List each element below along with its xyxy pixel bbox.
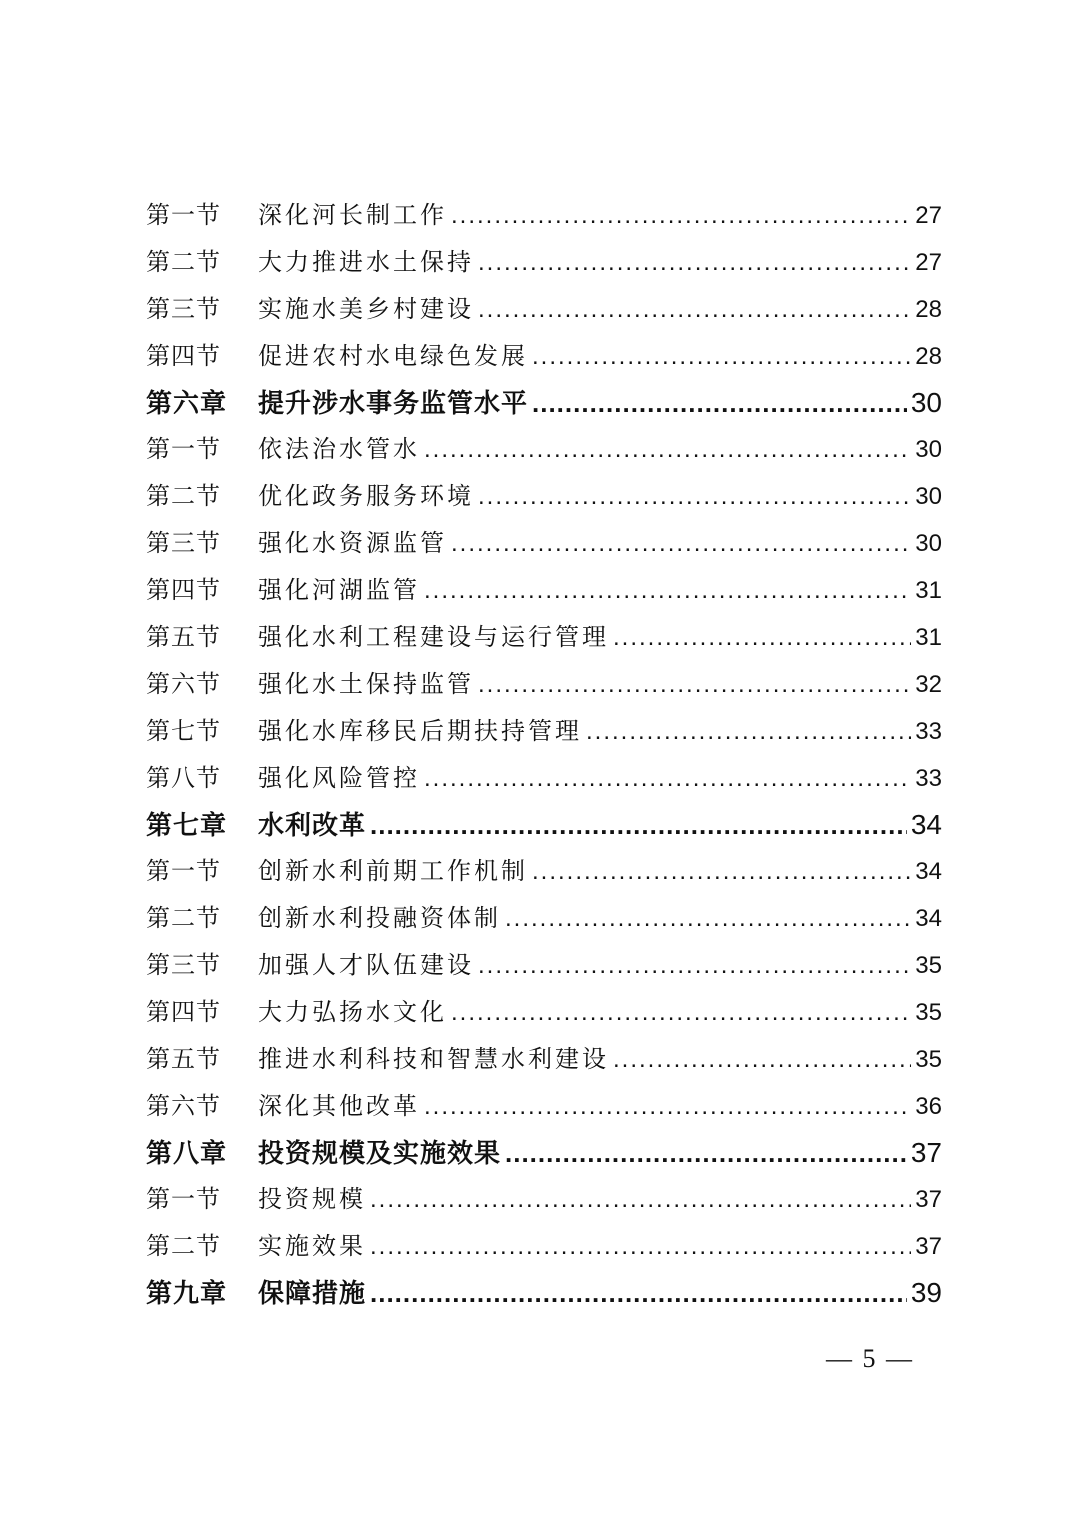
toc-entry-title: 强化风险管控	[258, 764, 420, 792]
toc-entry-title: 强化河湖监管	[258, 576, 420, 604]
toc-entry-title: 大力弘扬水文化	[258, 998, 447, 1026]
toc-dot-leader	[451, 989, 911, 1036]
toc-entry-page: 35	[915, 952, 942, 979]
toc-entry[interactable]	[146, 1036, 942, 1083]
toc-dot-leader	[424, 426, 911, 473]
toc-entry-page: 27	[915, 249, 942, 276]
toc-entry-page: 37	[915, 1233, 942, 1260]
toc-entry-title: 加强人才队伍建设	[258, 951, 474, 979]
toc-chapter-page: 34	[910, 809, 942, 840]
toc-entry[interactable]	[146, 333, 942, 380]
toc-chapter-title: 保障措施	[258, 1279, 367, 1309]
toc-entry-label: 第一节	[146, 435, 221, 463]
toc-dot-leader	[370, 802, 907, 848]
toc-entry-label: 第五节	[146, 623, 221, 651]
toc-dot-leader	[586, 708, 911, 755]
toc-dot-leader	[613, 614, 911, 661]
toc-entry-page: 37	[915, 1186, 942, 1213]
toc-entry-label: 第二节	[146, 482, 221, 510]
toc-chapter-entry[interactable]	[146, 802, 942, 848]
toc-dot-leader	[532, 380, 907, 426]
toc-entry-label: 第四节	[146, 998, 221, 1026]
toc-entry-title: 强化水利工程建设与运行管理	[258, 623, 609, 651]
toc-entry[interactable]	[146, 1176, 942, 1223]
toc-entry-page: 35	[915, 999, 942, 1026]
toc-entry[interactable]	[146, 473, 942, 520]
toc-entry-page: 34	[915, 858, 942, 885]
toc-entry-label: 第一节	[146, 1185, 221, 1213]
toc-dot-leader	[370, 1270, 907, 1316]
toc-dot-leader	[532, 333, 911, 380]
toc-chapter-label: 第六章	[146, 389, 228, 419]
toc-entry[interactable]	[146, 520, 942, 567]
toc-entry-title: 优化政务服务环境	[258, 482, 474, 510]
toc-entry-title: 推进水利科技和智慧水利建设	[258, 1045, 609, 1073]
toc-chapter-title: 提升涉水事务监管水平	[258, 389, 529, 419]
toc-entry[interactable]	[146, 192, 942, 239]
toc-chapter-page: 30	[910, 387, 942, 418]
toc-dot-leader	[478, 473, 911, 520]
toc-entry-page: 30	[915, 483, 942, 510]
toc-entry[interactable]	[146, 567, 942, 614]
toc-entry-page: 28	[915, 343, 942, 370]
toc-chapter-label: 第八章	[146, 1139, 228, 1169]
toc-entry-page: 33	[915, 765, 942, 792]
toc-dot-leader	[478, 661, 911, 708]
toc-entry-page: 31	[915, 577, 942, 604]
toc-entry-label: 第四节	[146, 342, 221, 370]
toc-dot-leader	[424, 1083, 911, 1130]
toc-entry-label: 第一节	[146, 857, 221, 885]
toc-entry-label: 第三节	[146, 529, 221, 557]
toc-entry-label: 第五节	[146, 1045, 221, 1073]
toc-dot-leader	[478, 286, 911, 333]
toc-entry-title: 大力推进水土保持	[258, 248, 474, 276]
toc-chapter-label: 第七章	[146, 811, 228, 841]
toc-entry[interactable]	[146, 239, 942, 286]
toc-entry[interactable]	[146, 755, 942, 802]
toc-dot-leader	[478, 942, 911, 989]
page-number: — 5 —	[826, 1344, 914, 1373]
toc-entry-label: 第六节	[146, 670, 221, 698]
toc-entry[interactable]	[146, 708, 942, 755]
toc-chapter-title: 投资规模及实施效果	[258, 1139, 502, 1169]
toc-entry-label: 第二节	[146, 248, 221, 276]
toc-entry-title: 深化其他改革	[258, 1092, 420, 1120]
toc-entry-title: 投资规模	[258, 1185, 366, 1213]
toc-entry-label: 第七节	[146, 717, 221, 745]
toc-entry-title: 深化河长制工作	[258, 201, 447, 229]
toc-entry-page: 35	[915, 1046, 942, 1073]
toc-dot-leader	[424, 755, 911, 802]
toc-entry[interactable]	[146, 614, 942, 661]
toc-entry[interactable]	[146, 1223, 942, 1270]
toc-chapter-entry[interactable]	[146, 380, 942, 426]
toc-entry-title: 强化水资源监管	[258, 529, 447, 557]
toc-entry[interactable]	[146, 1083, 942, 1130]
toc-entry-page: 30	[915, 436, 942, 463]
toc-entry[interactable]	[146, 286, 942, 333]
toc-entry-page: 34	[915, 905, 942, 932]
toc-dot-leader	[505, 895, 911, 942]
toc-entry-title: 促进农村水电绿色发展	[258, 342, 528, 370]
toc-entry-label: 第八节	[146, 764, 221, 792]
toc-entry-title: 实施水美乡村建设	[258, 295, 474, 323]
toc-dot-leader	[451, 520, 911, 567]
toc-dot-leader	[613, 1036, 911, 1083]
toc-entry-page: 27	[915, 202, 942, 229]
table-of-contents	[146, 192, 942, 1316]
toc-chapter-page: 39	[910, 1277, 942, 1308]
toc-entry-title: 依法治水管水	[258, 435, 420, 463]
toc-entry-page: 28	[915, 296, 942, 323]
toc-entry-page: 36	[915, 1093, 942, 1120]
toc-entry-label: 第六节	[146, 1092, 221, 1120]
toc-entry[interactable]	[146, 895, 942, 942]
toc-entry-title: 创新水利投融资体制	[258, 904, 501, 932]
toc-chapter-page: 37	[910, 1137, 942, 1168]
toc-entry-page: 32	[915, 671, 942, 698]
toc-entry-title: 实施效果	[258, 1232, 366, 1260]
toc-dot-leader	[451, 192, 911, 239]
toc-entry-label: 第二节	[146, 904, 221, 932]
toc-dot-leader	[532, 848, 911, 895]
toc-entry[interactable]	[146, 848, 942, 895]
toc-dot-leader	[478, 239, 911, 286]
toc-entry-page: 33	[915, 718, 942, 745]
toc-chapter-entry[interactable]	[146, 1130, 942, 1176]
toc-entry-label: 第四节	[146, 576, 221, 604]
toc-entry-title: 强化水库移民后期扶持管理	[258, 717, 582, 745]
toc-entry-title: 创新水利前期工作机制	[258, 857, 528, 885]
toc-dot-leader	[424, 567, 911, 614]
toc-entry-label: 第三节	[146, 951, 221, 979]
toc-dot-leader	[505, 1130, 907, 1176]
toc-entry[interactable]	[146, 661, 942, 708]
toc-entry[interactable]	[146, 989, 942, 1036]
toc-entry[interactable]	[146, 942, 942, 989]
toc-chapter-label: 第九章	[146, 1279, 228, 1309]
toc-chapter-entry[interactable]	[146, 1270, 942, 1316]
toc-chapter-title: 水利改革	[258, 811, 367, 841]
toc-dot-leader	[370, 1223, 911, 1270]
toc-entry-label: 第二节	[146, 1232, 221, 1260]
toc-entry[interactable]	[146, 426, 942, 473]
toc-entry-title: 强化水土保持监管	[258, 670, 474, 698]
toc-entry-page: 30	[915, 530, 942, 557]
toc-entry-page: 31	[915, 624, 942, 651]
toc-dot-leader	[370, 1176, 911, 1223]
toc-entry-label: 第一节	[146, 201, 221, 229]
toc-entry-label: 第三节	[146, 295, 221, 323]
